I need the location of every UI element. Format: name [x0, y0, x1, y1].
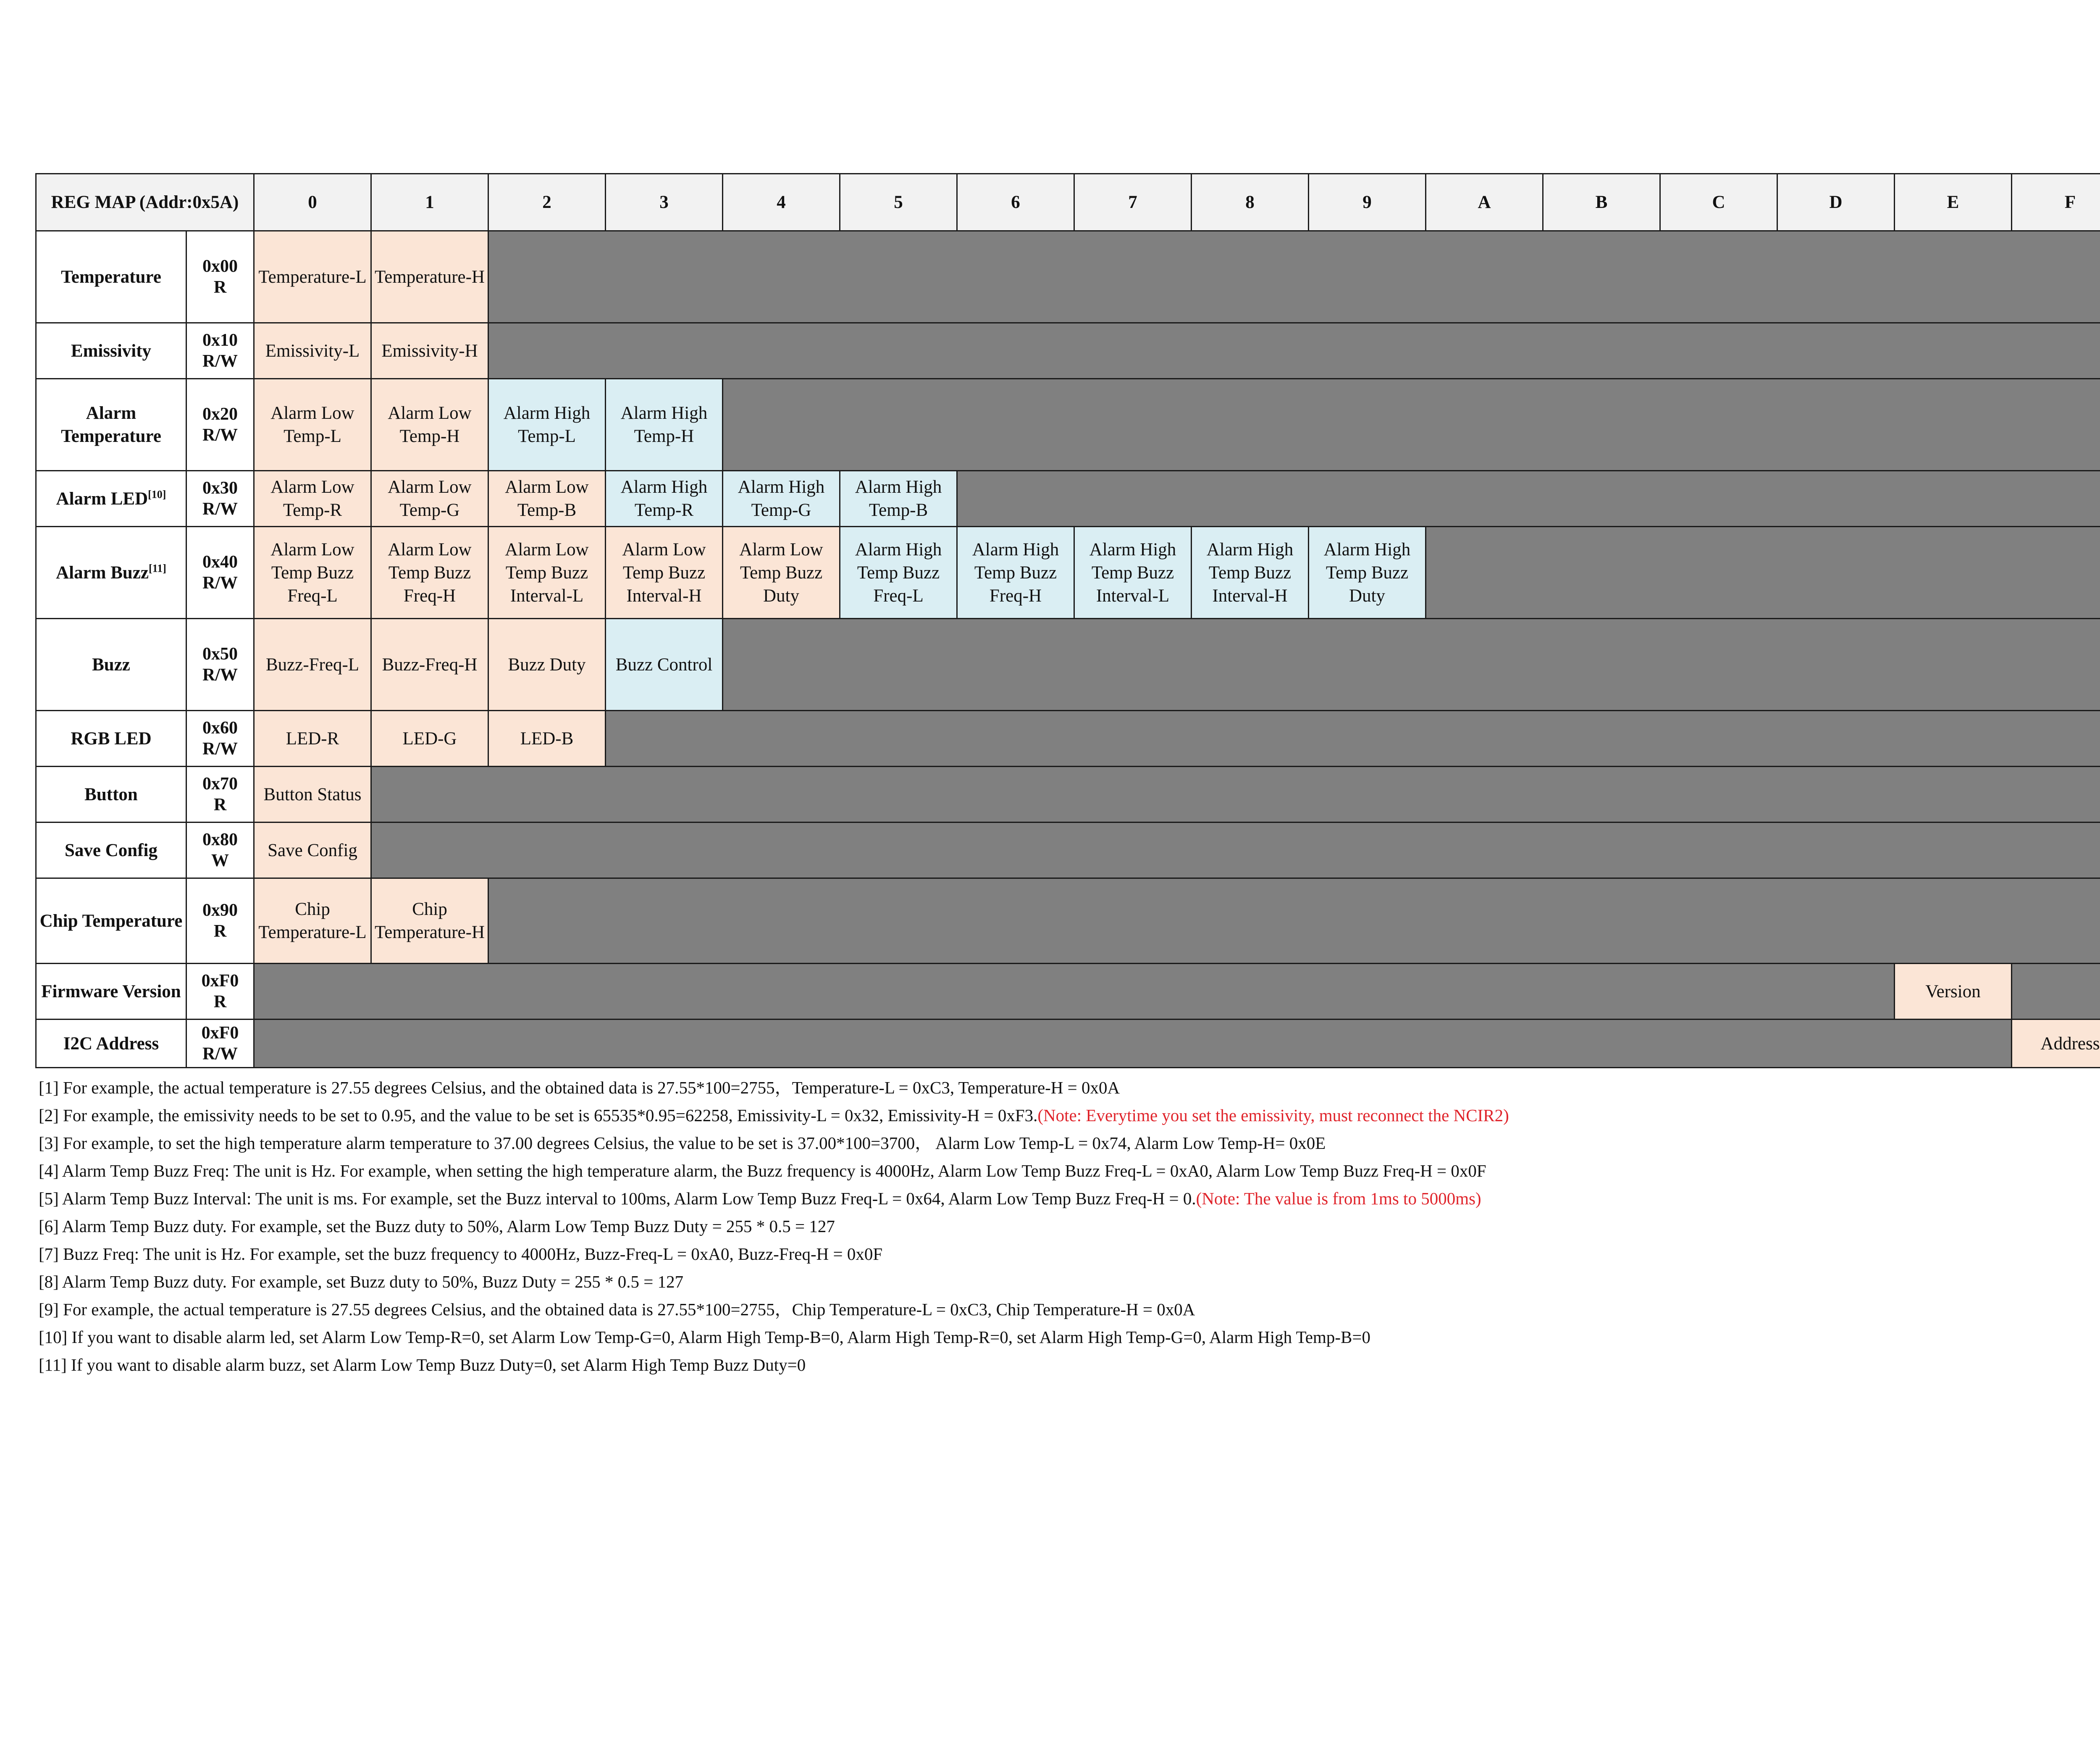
- footnote-warning: (Note: Everytime you set the emissivity, must reconnect the NCIR2): [1037, 1106, 1509, 1125]
- col-header: 7: [1074, 174, 1192, 231]
- register-address: [186, 1020, 254, 1068]
- col-header: 0: [254, 174, 371, 231]
- register-name: Alarm Temperature: [36, 379, 186, 471]
- register-cell: Buzz-Freq-H: [371, 619, 488, 711]
- footnote-text: [7] Buzz Freq: The unit is Hz. For example, set the buzz frequency to 4000Hz, Buzz-Freq-L = 0xA0, Buzz-Freq-H = 0x0F: [39, 1244, 883, 1264]
- col-header: 4: [723, 174, 840, 231]
- register-name: Save Config: [36, 823, 186, 878]
- register-name: Temperature: [36, 231, 186, 323]
- register-address: [186, 619, 254, 711]
- table-row: [36, 767, 2100, 823]
- register-address: [186, 711, 254, 767]
- table-row: [36, 471, 2100, 527]
- col-header: 9: [1309, 174, 1426, 231]
- register-name: Chip Temperature: [36, 878, 186, 964]
- footnote-text: [2] For example, the emissivity needs to be set to 0.95, and the value to be set is 65535*0.95=62258, Emissivity-L = 0x32, Emissivity-H = 0xF3.: [39, 1106, 1038, 1125]
- unused-cells: [723, 619, 2100, 711]
- register-cell: Chip Temperature-H: [371, 878, 488, 964]
- register-address: [186, 471, 254, 527]
- unused-cells: [2012, 964, 2100, 1020]
- register-cell: Alarm High Temp-H: [606, 379, 723, 471]
- register-name: Buzz: [36, 619, 186, 711]
- table-corner-title: REG MAP (Addr:0x5A): [36, 174, 254, 231]
- footnote-text: [5] Alarm Temp Buzz Interval: The unit is ms. For example, set the Buzz interval to 100ms, Alarm Low Temp Buzz Freq-L = 0x64, Alarm Low Temp Buzz Freq-H = 0.: [39, 1189, 1196, 1208]
- register-cell: Alarm High Temp Buzz Duty: [1309, 527, 1426, 619]
- header-row: [36, 174, 2100, 231]
- table-row: [36, 323, 2100, 379]
- table-row: [36, 619, 2100, 711]
- footnote-text: [4] Alarm Temp Buzz Freq: The unit is Hz. For example, when setting the high temperature alarm, the Buzz frequency is 4000Hz, Alarm Low Temp Buzz Freq-L = 0xA0, Alarm Low Temp Buzz Freq-H = 0x0F: [39, 1161, 1486, 1180]
- register-address: [186, 323, 254, 379]
- table-row: [36, 379, 2100, 471]
- footnotes: [39, 1074, 2100, 1379]
- access-mode: R: [213, 992, 227, 1012]
- register-name: [36, 527, 186, 619]
- unused-cells: [254, 964, 1895, 1020]
- footnote: [39, 1157, 2100, 1185]
- footnote: [39, 1351, 2100, 1379]
- footnote: [39, 1323, 2100, 1351]
- register-name: [36, 471, 186, 527]
- address-value: 0x50: [202, 644, 238, 664]
- register-address: [186, 527, 254, 619]
- unused-cells: [957, 471, 2100, 527]
- register-cell: Alarm Low Temp-B: [488, 471, 606, 527]
- register-address: [186, 823, 254, 878]
- register-cell: Buzz Control: [606, 619, 723, 711]
- footnote: [39, 1212, 2100, 1240]
- address-value: 0x60: [202, 718, 238, 738]
- register-name: Button: [36, 767, 186, 823]
- register-cell: Alarm High Temp-R: [606, 471, 723, 527]
- col-header: B: [1543, 174, 1660, 231]
- register-address: [186, 767, 254, 823]
- register-cell: Temperature-H: [371, 231, 488, 323]
- register-cell: Emissivity-H: [371, 323, 488, 379]
- footnote-ref: [11]: [149, 562, 166, 575]
- register-cell: Alarm High Temp Buzz Freq-L: [840, 527, 957, 619]
- col-header: 8: [1192, 174, 1309, 231]
- col-header: E: [1895, 174, 2012, 231]
- unused-cells: [1426, 527, 2100, 619]
- footnote: [39, 1185, 2100, 1212]
- register-cell: Alarm High Temp Buzz Interval-L: [1074, 527, 1192, 619]
- address-value: 0x20: [202, 405, 238, 424]
- address-value: 0x70: [202, 774, 238, 794]
- table-row: [36, 964, 2100, 1020]
- col-header: 5: [840, 174, 957, 231]
- register-cell: Version: [1895, 964, 2012, 1020]
- register-name: Firmware Version: [36, 964, 186, 1020]
- col-header: D: [1777, 174, 1895, 231]
- col-header: 1: [371, 174, 488, 231]
- register-cell: Save Config: [254, 823, 371, 878]
- col-header: 2: [488, 174, 606, 231]
- footnote-text: [6] Alarm Temp Buzz duty. For example, set the Buzz duty to 50%, Alarm Low Temp Buzz Duty = 255 * 0.5 = 127: [39, 1217, 835, 1236]
- access-mode: R: [213, 278, 227, 297]
- access-mode: R/W: [202, 665, 238, 685]
- register-name-text: Alarm LED: [56, 489, 148, 509]
- register-cell: LED-R: [254, 711, 371, 767]
- table-row: [36, 1020, 2100, 1068]
- access-mode: R/W: [202, 739, 238, 759]
- register-address: [186, 231, 254, 323]
- register-cell: Alarm Low Temp-H: [371, 379, 488, 471]
- footnote: [39, 1240, 2100, 1268]
- register-cell: Temperature-L: [254, 231, 371, 323]
- access-mode: R/W: [202, 499, 238, 519]
- register-cell: Alarm Low Temp-G: [371, 471, 488, 527]
- table-row: [36, 231, 2100, 323]
- register-cell: LED-G: [371, 711, 488, 767]
- register-cell: Alarm Low Temp-L: [254, 379, 371, 471]
- register-address: [186, 379, 254, 471]
- footnote-text: [10] If you want to disable alarm led, set Alarm Low Temp-R=0, set Alarm Low Temp-G=0, Alarm High Temp-B=0, Alarm High Temp-R=0, set Alarm High Temp-G=0, Alarm High Temp-B=0: [39, 1327, 1371, 1347]
- unused-cells: [723, 379, 2100, 471]
- unused-cells: [606, 711, 2100, 767]
- unused-cells: [488, 878, 2100, 964]
- footnote-text: [11] If you want to disable alarm buzz, set Alarm Low Temp Buzz Duty=0, set Alarm High Temp Buzz Duty=0: [39, 1355, 806, 1374]
- address-value: 0x40: [202, 552, 238, 572]
- register-name-text: Alarm Buzz: [56, 562, 149, 583]
- register-cell: Buzz-Freq-L: [254, 619, 371, 711]
- table-row: [36, 527, 2100, 619]
- unused-cells: [371, 767, 2100, 823]
- register-cell: Alarm High Temp-B: [840, 471, 957, 527]
- register-cell: LED-B: [488, 711, 606, 767]
- register-cell: Chip Temperature-L: [254, 878, 371, 964]
- unused-cells: [488, 231, 2100, 323]
- table-row: [36, 878, 2100, 964]
- address-value: 0x90: [202, 901, 238, 920]
- footnote-ref: [10]: [148, 488, 166, 501]
- access-mode: R: [213, 922, 227, 941]
- col-header: F: [2012, 174, 2100, 231]
- register-cell: Alarm High Temp-L: [488, 379, 606, 471]
- col-header: A: [1426, 174, 1543, 231]
- access-mode: R: [213, 795, 227, 815]
- register-cell: Alarm Low Temp Buzz Freq-L: [254, 527, 371, 619]
- footnote-warning: (Note: The value is from 1ms to 5000ms): [1196, 1189, 1481, 1208]
- register-name: Emissivity: [36, 323, 186, 379]
- register-cell: Alarm Low Temp Buzz Interval-L: [488, 527, 606, 619]
- register-address: [186, 964, 254, 1020]
- footnote: [39, 1268, 2100, 1296]
- register-cell: Alarm Low Temp-R: [254, 471, 371, 527]
- col-header: C: [1660, 174, 1777, 231]
- footnote: [39, 1129, 2100, 1157]
- register-name: I2C Address: [36, 1020, 186, 1068]
- address-value: 0xF0: [201, 971, 239, 991]
- unused-cells: [254, 1020, 2012, 1068]
- register-cell: Address: [2012, 1020, 2100, 1068]
- register-cell: Alarm High Temp Buzz Interval-H: [1192, 527, 1309, 619]
- address-value: 0x30: [202, 478, 238, 498]
- register-cell: Alarm Low Temp Buzz Interval-H: [606, 527, 723, 619]
- access-mode: R/W: [202, 352, 238, 371]
- unused-cells: [371, 823, 2100, 878]
- footnote-text: [3] For example, to set the high temperature alarm temperature to 37.00 degrees Celsius, the value to be set is 37.00*100=3700， Alarm Low Temp-L = 0x74, Alarm Low Temp-H= 0x0E: [39, 1133, 1326, 1153]
- address-value: 0xF0: [201, 1023, 239, 1043]
- access-mode: R/W: [202, 426, 238, 445]
- register-cell: Alarm Low Temp Buzz Duty: [723, 527, 840, 619]
- register-cell: Buzz Duty: [488, 619, 606, 711]
- register-cell: Alarm Low Temp Buzz Freq-H: [371, 527, 488, 619]
- unused-cells: [488, 323, 2100, 379]
- footnote-text: [8] Alarm Temp Buzz duty. For example, set Buzz duty to 50%, Buzz Duty = 255 * 0.5 = 127: [39, 1272, 684, 1291]
- register-address: [186, 878, 254, 964]
- address-value: 0x10: [202, 331, 238, 350]
- address-value: 0x80: [202, 830, 238, 849]
- access-mode: R/W: [202, 573, 238, 593]
- table-row: [36, 823, 2100, 878]
- register-cell: Alarm High Temp-G: [723, 471, 840, 527]
- access-mode: W: [211, 851, 229, 870]
- footnote-text: [9] For example, the actual temperature is 27.55 degrees Celsius, and the obtained data is 27.55*100=2755，Chip Temperature-L = 0xC3, Chip Temperature-H = 0x0A: [39, 1300, 1195, 1319]
- register-map-table: [35, 173, 2100, 1068]
- register-cell: Alarm High Temp Buzz Freq-H: [957, 527, 1074, 619]
- register-cell: Emissivity-L: [254, 323, 371, 379]
- register-name: RGB LED: [36, 711, 186, 767]
- table-row: [36, 711, 2100, 767]
- footnote: [39, 1074, 2100, 1101]
- col-header: 3: [606, 174, 723, 231]
- footnote: [39, 1296, 2100, 1323]
- col-header: 6: [957, 174, 1074, 231]
- footnote-text: [1] For example, the actual temperature is 27.55 degrees Celsius, and the obtained data is 27.55*100=2755，Temperature-L = 0xC3, Temperature-H = 0x0A: [39, 1078, 1120, 1097]
- address-value: 0x00: [202, 257, 238, 276]
- footnote: [39, 1101, 2100, 1129]
- access-mode: R/W: [202, 1044, 238, 1064]
- register-cell: Button Status: [254, 767, 371, 823]
